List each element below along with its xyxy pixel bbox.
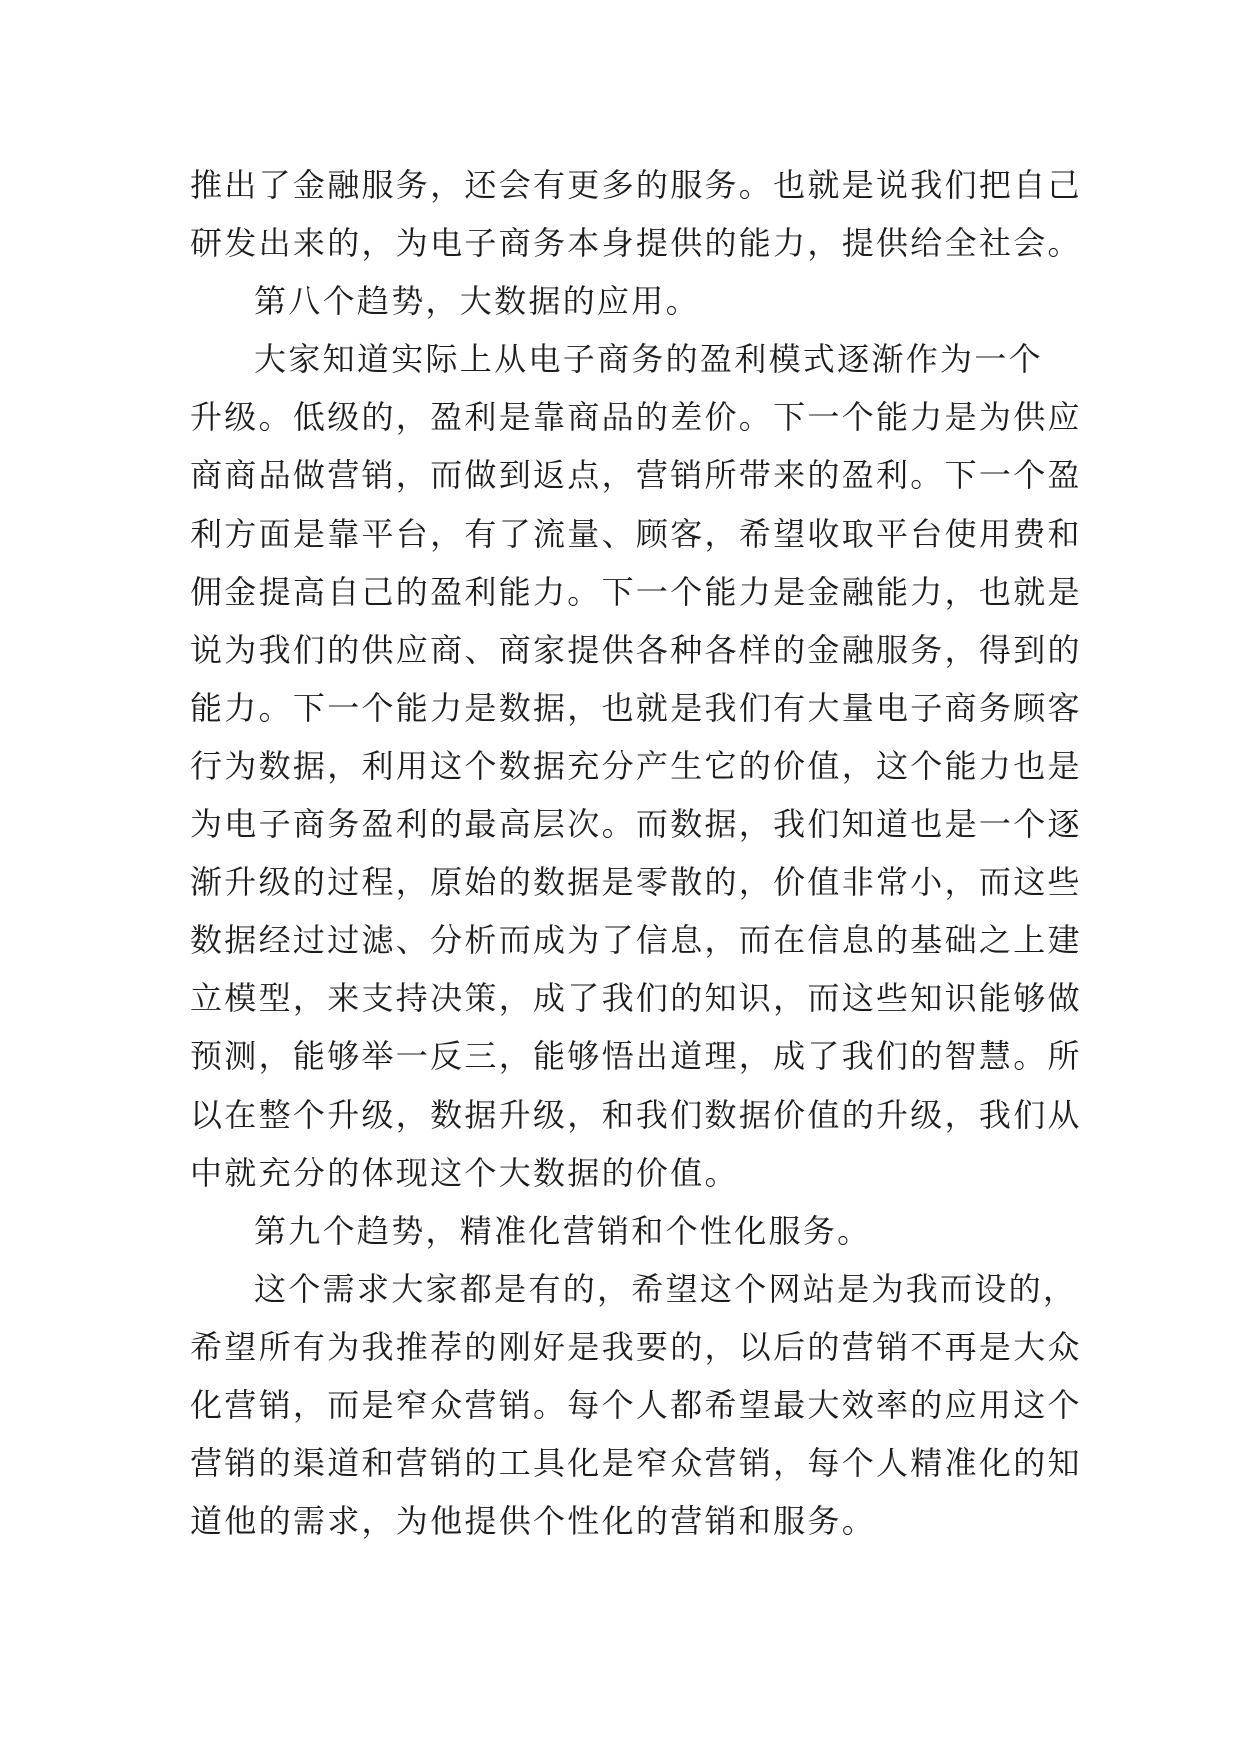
text-line: 商商品做营销，而做到返点，营销所带来的盈利。下一个盈 <box>190 456 1082 495</box>
text-line: 能力。下一个能力是数据，也就是我们有大量电子商务顾客 <box>190 688 1082 727</box>
text-line: 以在整个升级，数据升级，和我们数据价值的升级，我们从 <box>190 1095 1082 1134</box>
text-line: 第八个趋势，大数据的应用。 <box>254 282 700 321</box>
text-line: 营销的渠道和营销的工具化是窄众营销，每个人精准化的知 <box>190 1444 1082 1483</box>
text-line: 行为数据，利用这个数据充分产生它的价值，这个能力也是 <box>190 746 1082 785</box>
paragraph <box>190 1260 1082 1550</box>
text-line: 第九个趋势，精准化营销和个性化服务。 <box>254 1211 872 1250</box>
text-line: 大家知道实际上从电子商务的盈利模式逐渐作为一个 <box>254 340 1043 379</box>
text-line: 为电子商务盈利的最高层次。而数据，我们知道也是一个逐 <box>190 805 1082 844</box>
text-line: 道他的需求，为他提供个性化的营销和服务。 <box>190 1502 877 1541</box>
paragraph <box>190 156 1082 272</box>
text-line: 立模型，来支持决策，成了我们的知识，而这些知识能够做 <box>190 979 1082 1018</box>
text-line: 预测，能够举一反三，能够悟出道理，成了我们的智慧。所 <box>190 1037 1082 1076</box>
text-line: 渐升级的过程，原始的数据是零散的，价值非常小，而这些 <box>190 863 1082 902</box>
text-line: 研发出来的，为电子商务本身提供的能力，提供给全社会。 <box>190 224 1082 263</box>
text-line: 希望所有为我推荐的刚好是我要的，以后的营销不再是大众 <box>190 1327 1082 1366</box>
document-body <box>190 156 1082 1550</box>
text-line: 这个需求大家都是有的，希望这个网站是为我而设的， <box>254 1269 1078 1308</box>
text-line: 佣金提高自己的盈利能力。下一个能力是金融能力，也就是 <box>190 572 1082 611</box>
text-line: 升级。低级的，盈利是靠商品的差价。下一个能力是为供应 <box>190 398 1082 437</box>
paragraph-trend-nine-heading <box>190 1202 1050 1260</box>
text-line: 推出了金融服务，还会有更多的服务。也就是说我们把自己 <box>190 166 1082 204</box>
text-line: 中就充分的体现这个大数据的价值。 <box>190 1153 739 1192</box>
paragraph <box>190 330 1082 1201</box>
text-line: 化营销，而是窄众营销。每个人都希望最大效率的应用这个 <box>190 1385 1082 1424</box>
paragraph-trend-eight-heading <box>190 272 1050 330</box>
text-line: 利方面是靠平台，有了流量、顾客，希望收取平台使用费和 <box>190 514 1082 553</box>
text-line: 数据经过过滤、分析而成为了信息，而在信息的基础之上建 <box>190 921 1082 960</box>
text-line: 说为我们的供应商、商家提供各种各样的金融服务，得到的 <box>190 630 1082 669</box>
